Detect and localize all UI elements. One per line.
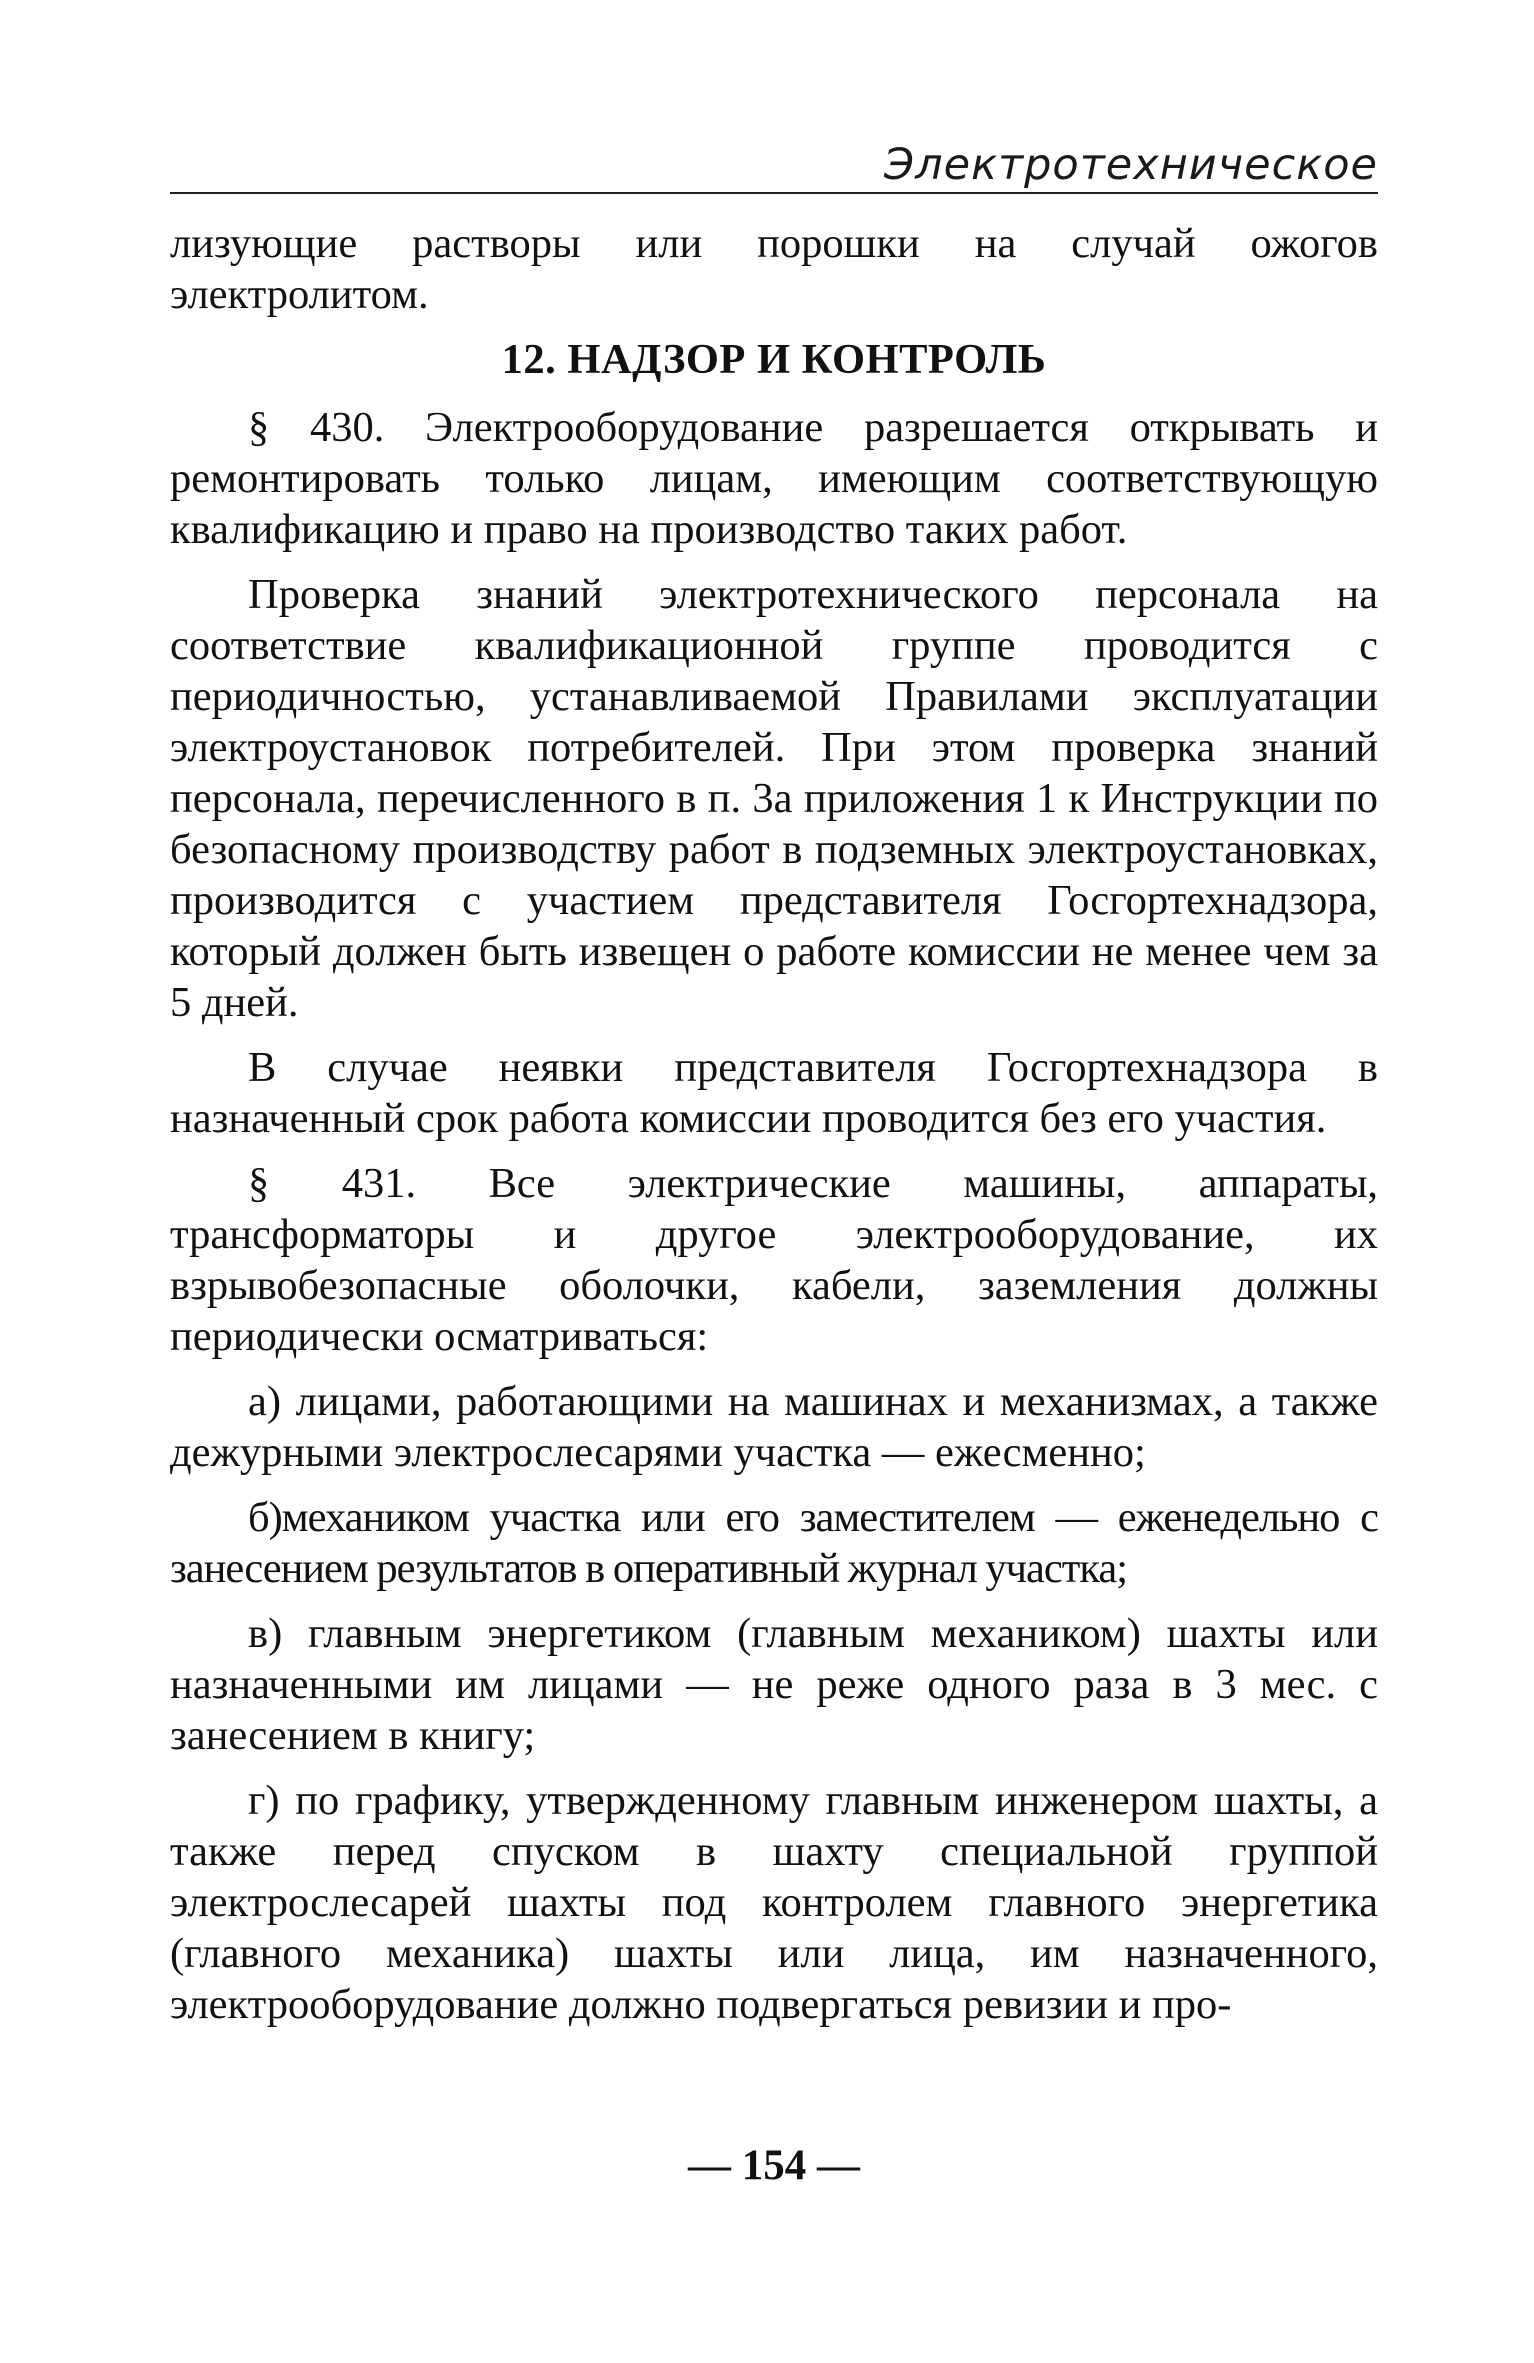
running-header: Электротехническое xyxy=(884,140,1378,190)
list-item-v: в) главным энергетиком (главным механиком) шахты или назначенными им лицами — не реже одного раза в 3 мес. с занесением в книгу; xyxy=(170,1610,1378,1759)
list-item-g: г) по графику, утвержденному главным инженером шахты, а также перед спуском в шахту специальной группой электрослесарей шахты под контролем главного энергетика (главного механика) шахты или лица, им назначенного, электрооборудование должно подвергаться ревизии и про- xyxy=(170,1777,1378,2028)
continuation-paragraph: лизующие растворы или порошки на случай ожогов электролитом. xyxy=(170,220,1378,318)
paragraph-431: § 431. Все электрические машины, аппараты, трансформаторы и другое электрооборудование, их взрывобезопасные оболочки, кабели, заземления должны периодически осматриваться: xyxy=(170,1160,1378,1360)
page-number: — 154 — xyxy=(688,2142,860,2189)
header-rule xyxy=(170,192,1378,194)
page-body xyxy=(170,218,1378,2044)
list-item-b: б)механиком участка или его заместителем — еженедельно с занесением результатов в оперативный журнал участка; xyxy=(170,1494,1378,1592)
paragraph-430: § 430. Электрооборудование разрешается открывать и ремонтировать только лицам, имеющим соответствующую квалификацию и право на производство таких работ. xyxy=(170,404,1378,553)
section-heading: 12. НАДЗОР И КОНТРОЛЬ xyxy=(501,336,1047,383)
paragraph-knowledge-check: Проверка знаний электротехнического персонала на соответствие квалификационной группе проводится с периодичностью, устанавливаемой Правилами эксплуатации электроустановок потребителей. При этом проверка знаний персонала, перечисленного в п. 3а приложения 1 к Инструкции по безопасному производству работ в подземных электроустановках, производится с участием представителя Госгортехнадзора, который должен быть извещен о работе комиссии не менее чем за 5 дней. xyxy=(170,571,1378,1026)
paragraph-non-attendance: В случае неявки представителя Госгортехнадзора в назначенный срок работа комиссии проводится без его участия. xyxy=(170,1044,1378,1142)
list-item-a: а) лицами, работающими на машинах и механизмах, а также дежурными электрослесарями участка — ежесменно; xyxy=(170,1378,1378,1476)
